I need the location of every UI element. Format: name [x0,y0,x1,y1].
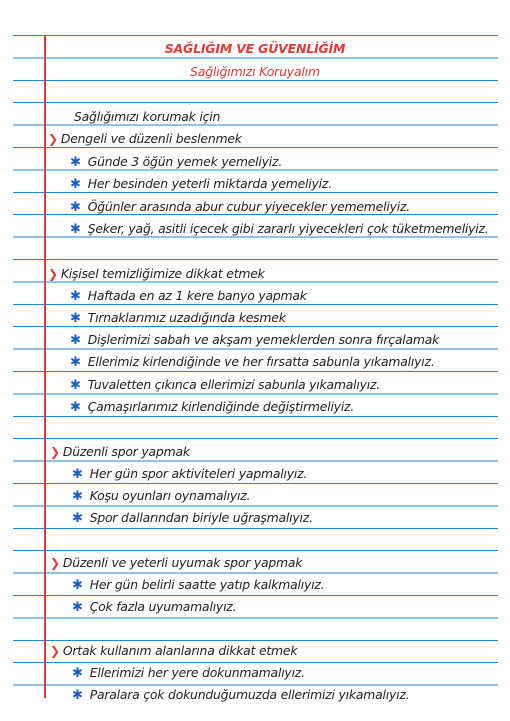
section-heading-label: Ortak kullanım alanlarına dikkat etmek [62,643,298,658]
list-item [72,665,305,681]
list-item [70,332,439,348]
asterisk-icon: ✱ [72,578,83,593]
list-item [70,399,354,415]
asterisk-icon: ✱ [70,378,81,393]
list-item-label: Koşu oyunları oynamalıyız. [89,488,251,503]
list-item [70,154,282,170]
list-item [72,687,409,703]
chevron-right-icon: ❯ [50,445,60,459]
list-item-label: Tuvaletten çıkınca ellerimizi sabunla yıkamalıyız. [87,377,381,392]
list-item [72,466,307,482]
asterisk-icon: ✱ [72,666,83,681]
asterisk-icon: ✱ [70,333,81,348]
list-item-label: Şeker, yağ, asitli içecek gibi zararlı yiyecekleri çok tüketmemeliyiz. [87,221,489,236]
asterisk-icon: ✱ [72,600,83,615]
section-heading [50,555,302,570]
section-heading [48,266,265,281]
section-heading [50,643,297,658]
list-item-label: Ellerimizi her yere dokunmamalıyız. [89,665,305,680]
chevron-right-icon: ❯ [48,267,58,281]
list-item-label: Öğünler arasında abur cubur yiyecekler yememeliyiz. [87,199,410,214]
section-heading-label: Kişisel temizliğimize dikkat etmek [60,266,265,281]
red-margin-line [44,35,46,698]
asterisk-icon: ✱ [72,688,83,703]
list-item-label: Çamaşırlarımız kirlendiğinde değiştirmeliyiz. [87,399,355,414]
page-subtitle: Sağlığımızı Koruyalım [190,64,320,79]
list-item-label: Çok fazla uyumamalıyız. [89,599,237,614]
section-heading [50,444,190,459]
list-item-label: Spor dallarından biriyle uğraşmalıyız. [89,510,313,525]
list-item-label: Her besinden yeterli miktarda yemeliyiz. [87,176,332,191]
page-title: SAĞLIĞIM VE GÜVENLİĞİM [164,41,346,56]
list-item [72,510,313,526]
asterisk-icon: ✱ [70,177,81,192]
chevron-right-icon: ❯ [50,644,60,658]
asterisk-icon: ✱ [72,467,83,482]
list-item [70,199,410,215]
section-heading-label: Düzenli spor yapmak [62,444,190,459]
asterisk-icon: ✱ [70,311,81,326]
list-item [70,377,380,393]
list-item [72,599,236,615]
list-item-label: Tırnaklarımız uzadığında kesmek [87,310,286,325]
list-item [72,577,324,593]
list-item [70,288,307,304]
list-item-label: Günde 3 öğün yemek yemeliyiz. [87,154,283,169]
list-item [70,354,435,370]
list-item [70,221,489,237]
list-item-label: Haftada en az 1 kere banyo yapmak [87,288,307,303]
chevron-right-icon: ❯ [50,556,60,570]
intro-text: Sağlığımızı korumak için [74,109,221,124]
asterisk-icon: ✱ [72,511,83,526]
list-item-label: Her gün belirli saatte yatıp kalkmalıyız. [89,577,325,592]
asterisk-icon: ✱ [70,400,81,415]
asterisk-icon: ✱ [70,155,81,170]
section-heading [48,131,242,146]
asterisk-icon: ✱ [70,222,81,237]
asterisk-icon: ✱ [70,289,81,304]
list-item-label: Dişlerimizi sabah ve akşam yemeklerden sonra fırçalamak [87,332,440,347]
list-item-label: Her gün spor aktiviteleri yapmalıyız. [89,466,308,481]
list-item [70,310,286,326]
list-item [72,488,250,504]
chevron-right-icon: ❯ [48,132,58,146]
section-heading-label: Dengeli ve düzenli beslenmek [60,131,242,146]
asterisk-icon: ✱ [70,355,81,370]
list-item-label: Paralara çok dokunduğumuzda ellerimizi yıkamalıyız. [89,687,410,702]
asterisk-icon: ✱ [70,200,81,215]
asterisk-icon: ✱ [72,489,83,504]
section-heading-label: Düzenli ve yeterli uyumak spor yapmak [62,555,303,570]
list-item [70,176,332,192]
list-item-label: Ellerimiz kirlendiğinde ve her fırsatta sabunla yıkamalıyız. [87,354,435,369]
